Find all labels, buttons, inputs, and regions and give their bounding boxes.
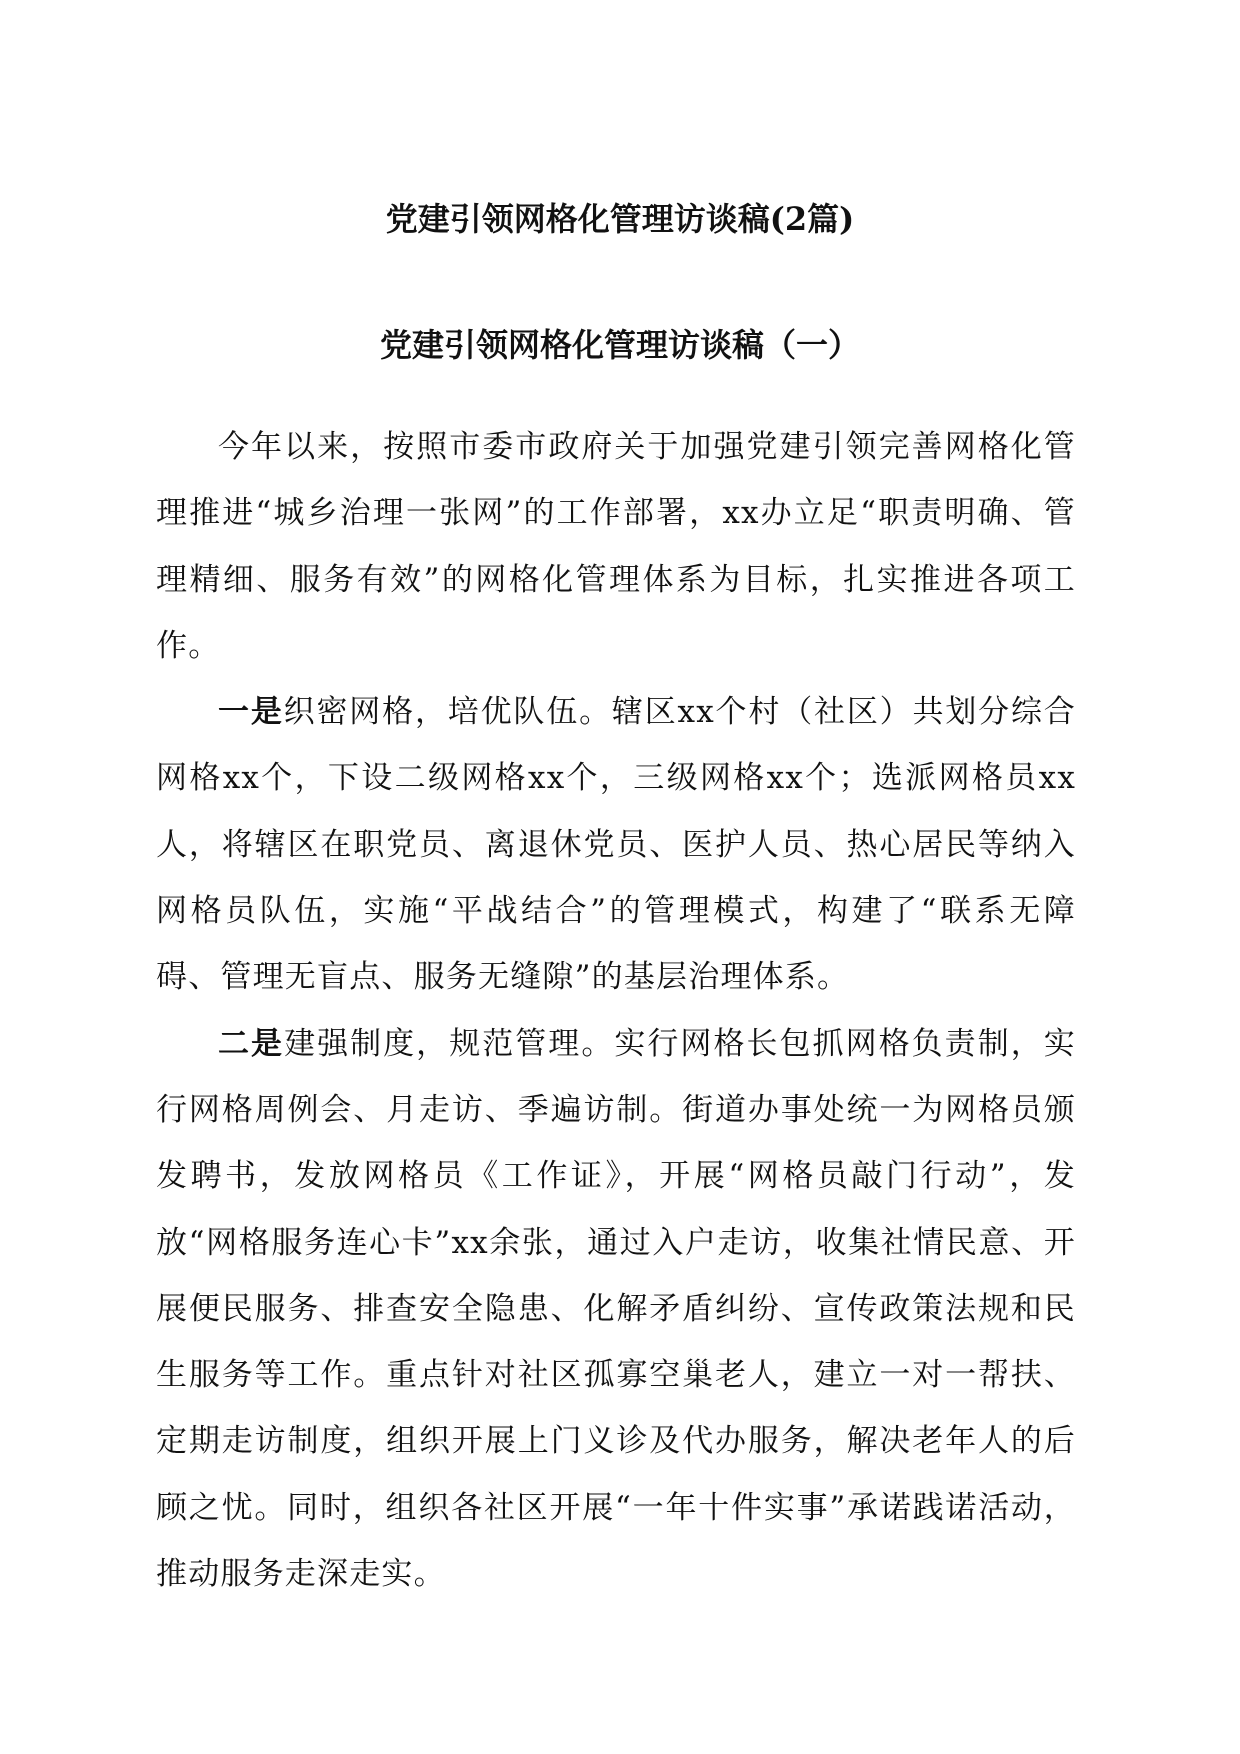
paragraph-text: 今年以来，按照市委市政府关于加强党建引领完善网格化管理推进“城乡治理一张网”的工作部署，xx办立足“职责明确、管理精细、服务有效”的网格化管理体系为目标，扎实推进各项工作。 bbox=[156, 429, 1076, 664]
paragraph-intro bbox=[156, 414, 1076, 679]
paragraph-lead: 一是 bbox=[218, 694, 284, 731]
paragraph-lead: 二是 bbox=[218, 1025, 285, 1062]
paragraph-point-one bbox=[156, 679, 1076, 1010]
document-body bbox=[156, 414, 1076, 1607]
paragraph-text: 建强制度，规范管理。实行网格长包抓网格负责制，实行网格周例会、月走访、季遍访制。街道办事处统一为网格员颁发聘书，发放网格员《工作证》，开展“网格员敲门行动”，发放“网格服务连心卡”xx余张，通过入户走访，收集社情民意、开展便民服务、排查安全隐患、化解矛盾纠纷、宣传政策法规和民生服务等工作。重点针对社区孤寡空巢老人，建立一对一帮扶、定期走访制度，组织开展上门义诊及代办服务，解决老年人的后顾之忧。同时，组织各社区开展“一年十件实事”承诺践诺活动，推动服务走深走实。 bbox=[156, 1025, 1076, 1593]
paragraph-text: 织密网格，培优队伍。辖区xx个村（社区）共划分综合网格xx个，下设二级网格xx个，三级网格xx个；选派网格员xx人，将辖区在职党员、离退休党员、医护人员、热心居民等纳入网格员队伍，实施“平战结合”的管理模式，构建了“联系无障碍、管理无盲点、服务无缝隙”的基层治理体系。 bbox=[156, 694, 1076, 996]
document-subtitle: 党建引领网格化管理访谈稿（一） bbox=[379, 326, 860, 364]
paragraph-point-two bbox=[156, 1011, 1076, 1608]
document-title: 党建引领网格化管理访谈稿(2篇) bbox=[385, 200, 855, 238]
